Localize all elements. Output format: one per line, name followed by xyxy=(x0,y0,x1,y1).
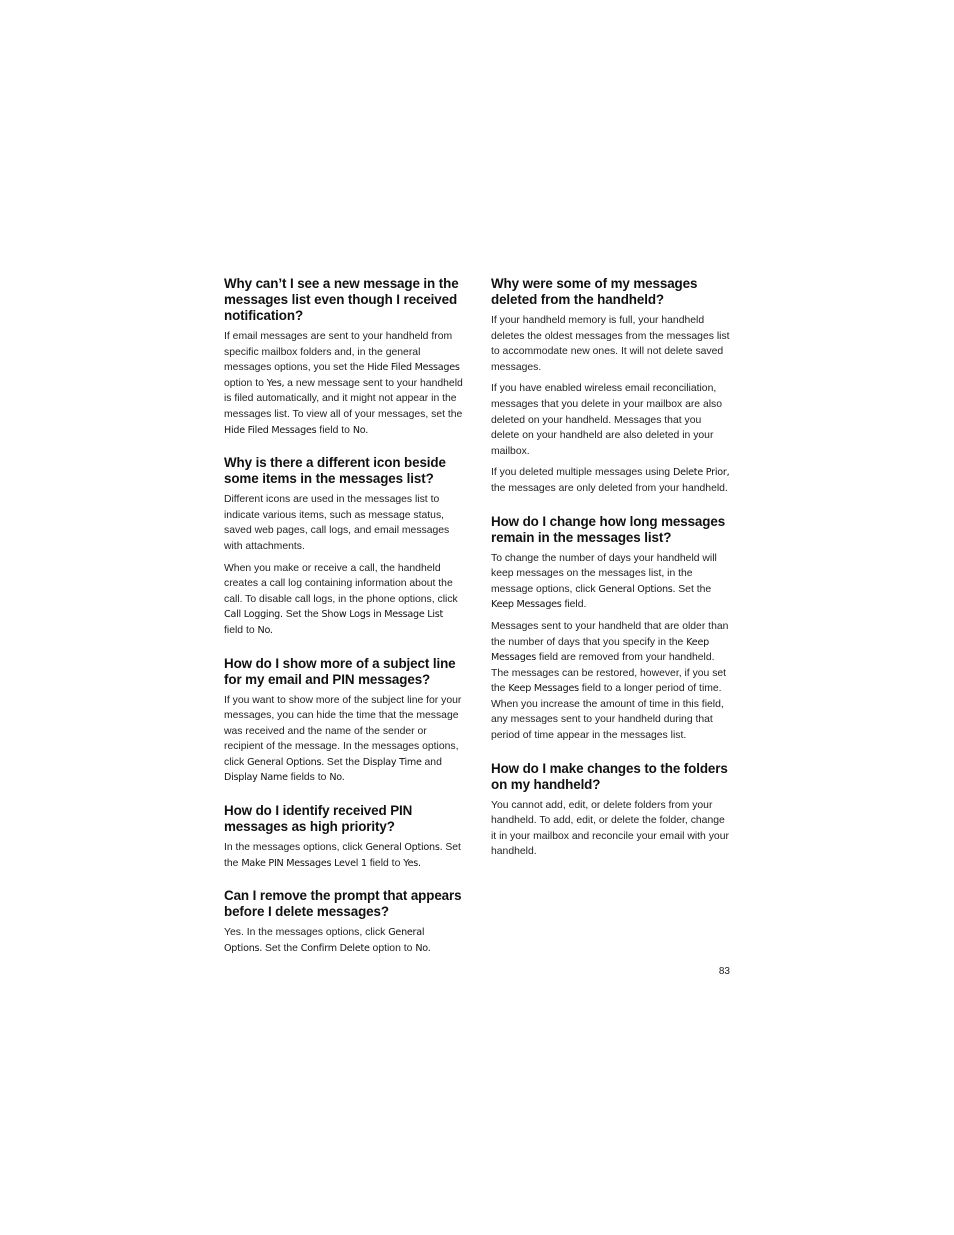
answer-text: You cannot add, edit, or delete folders from your handheld. To add, edit, or delete the folder, change it in your mailbox and reconcile your email with your handheld. xyxy=(491,799,729,858)
answer-text: field. xyxy=(561,599,587,611)
answer-text: If you want to show more of the subject line for your messages, you can hide the time that the message was received and the name of the sender or recipient of the message. In the messages options, click xyxy=(224,694,462,768)
left-column xyxy=(224,276,464,973)
ui-option-name: No. xyxy=(415,942,431,954)
answer-text: If you have enabled wireless email reconciliation, messages that you delete in your mailbox are also deleted on your handheld. Messages that you delete on your handheld are also deleted in your mailbox. xyxy=(491,383,723,457)
answer-text: Different icons are used in the messages list to indicate various items, such as message status, saved web pages, call logs, and email messages with attachments. xyxy=(224,494,450,552)
faq-answer-paragraph xyxy=(224,693,464,787)
answer-text: Set the xyxy=(282,609,322,621)
ui-option-name: Hide Filed Messages xyxy=(367,362,460,374)
ui-option-name: Keep Messages xyxy=(491,636,709,664)
faq-section-how-do-i-make-changes-to-the-folders-on- xyxy=(491,761,731,860)
answer-text: Set the xyxy=(324,756,363,768)
faq-question-heading: How do I identify received PIN messages as high priority? xyxy=(224,803,413,835)
answer-text: Yes. In the messages options, click xyxy=(224,927,389,939)
answer-text: Set the xyxy=(224,842,461,869)
faq-section-how-do-i-change-how-long-messages-remain xyxy=(491,514,731,744)
answer-text: field to a longer period of time. When you increase the amount of time in this field, any messages sent to your handheld during that period of time appear in the messages list. xyxy=(491,683,724,742)
faq-answer-paragraph xyxy=(491,551,731,613)
faq-section-why-is-there-a-different-icon-beside-som xyxy=(224,455,464,638)
answer-text: Set the xyxy=(262,942,301,954)
faq-question-heading: How do I change how long messages remain in the messages list? xyxy=(491,513,726,545)
faq-answer-paragraph xyxy=(491,381,731,459)
faq-question-heading: Why were some of my messages deleted from the handheld? xyxy=(491,276,698,307)
page-number: 83 xyxy=(718,966,730,977)
faq-question-heading: Why is there a different icon beside some items in the messages list? xyxy=(224,455,446,487)
faq-answer-paragraph xyxy=(491,619,731,744)
ui-option-name: Display Name xyxy=(224,772,288,784)
answer-text: field to xyxy=(316,424,353,436)
answer-text: If email messages are sent to your handheld from specific mailbox folders and, in the general messages options, you set the xyxy=(224,331,453,374)
answer-text: Set the xyxy=(675,583,712,595)
faq-question-heading: How do I make changes to the folders on my handheld? xyxy=(491,760,728,792)
ui-option-name: Keep Messages xyxy=(491,599,562,611)
faq-section-why-can-t-i-see-a-new-message-in-the-mes xyxy=(224,276,464,438)
answer-text: option to xyxy=(224,377,267,389)
ui-option-name: Delete Prior, xyxy=(672,467,730,479)
ui-option-name: Yes, xyxy=(266,377,285,389)
faq-answer-paragraph xyxy=(491,465,731,496)
answer-text: field are removed from your handheld. The messages can be restored, however, if you set the xyxy=(491,652,727,695)
faq-answer-paragraph xyxy=(491,313,731,375)
answer-text: To change the number of days your handheld will keep messages on the messages list, in the message options, click xyxy=(491,552,717,595)
answer-text: If your handheld memory is full, your handheld deletes the oldest messages from the messages list to accommodate new ones. It will not delete saved messages. xyxy=(491,315,730,373)
answer-text: field to xyxy=(224,624,258,636)
ui-option-name: Confirm Delete xyxy=(300,942,370,954)
faq-answer-paragraph xyxy=(224,840,464,871)
ui-option-name: Display Time xyxy=(362,756,422,768)
faq-section-how-do-i-show-more-of-a-subject-line-for xyxy=(224,656,464,787)
answer-text: If you deleted multiple messages using xyxy=(491,467,673,479)
answer-text: When you make or receive a call, the handheld creates a call log containing information about the call. To disable call logs, in the phone options, click xyxy=(224,562,458,605)
faq-section-can-i-remove-the-prompt-that-appears-bef xyxy=(224,888,464,956)
answer-text: and xyxy=(421,756,442,768)
answer-text: In the messages options, click xyxy=(224,842,366,854)
faq-question-heading: How do I show more of a subject line for my email and PIN messages? xyxy=(224,655,456,687)
faq-section-how-do-i-identify-received-pin-messages- xyxy=(224,803,464,871)
ui-option-name: Hide Filed Messages xyxy=(224,424,317,436)
right-column xyxy=(491,276,731,877)
ui-option-name: No. xyxy=(352,424,368,436)
answer-text: a new message sent to your handheld is filed automatically, and it might not appear in the messages list. To view all of your messages, set the xyxy=(224,377,463,420)
ui-option-name: Yes. xyxy=(403,857,421,869)
faq-answer-paragraph xyxy=(224,925,464,956)
faq-answer-paragraph xyxy=(224,492,464,554)
answer-text: Messages sent to your handheld that are older than the number of days that you specify in the xyxy=(491,620,729,648)
ui-option-name: No. xyxy=(257,624,273,636)
answer-text: option to xyxy=(369,942,416,954)
ui-option-name: No. xyxy=(329,772,345,784)
ui-option-name: Keep Messages xyxy=(508,683,579,695)
ui-option-name: General Options. xyxy=(365,842,443,854)
faq-question-heading: Why can’t I see a new message in the messages list even though I received notification? xyxy=(224,276,459,323)
answer-text: fields to xyxy=(287,772,330,784)
faq-answer-paragraph xyxy=(491,798,731,860)
faq-section-why-were-some-of-my-messages-deleted-fro xyxy=(491,276,731,497)
ui-option-name: Show Logs in Message List xyxy=(321,609,444,621)
ui-option-name: Call Logging. xyxy=(224,609,283,621)
ui-option-name: General Options. xyxy=(224,927,425,954)
answer-text: field to xyxy=(366,857,404,869)
ui-option-name: General Options. xyxy=(598,583,676,595)
faq-answer-paragraph xyxy=(224,561,464,639)
faq-answer-paragraph xyxy=(224,329,464,438)
ui-option-name: Make PIN Messages Level 1 xyxy=(241,857,367,869)
answer-text: the messages are only deleted from your handheld. xyxy=(491,482,728,494)
faq-question-heading: Can I remove the prompt that appears before I delete messages? xyxy=(224,888,462,920)
ui-option-name: General Options. xyxy=(247,756,325,768)
